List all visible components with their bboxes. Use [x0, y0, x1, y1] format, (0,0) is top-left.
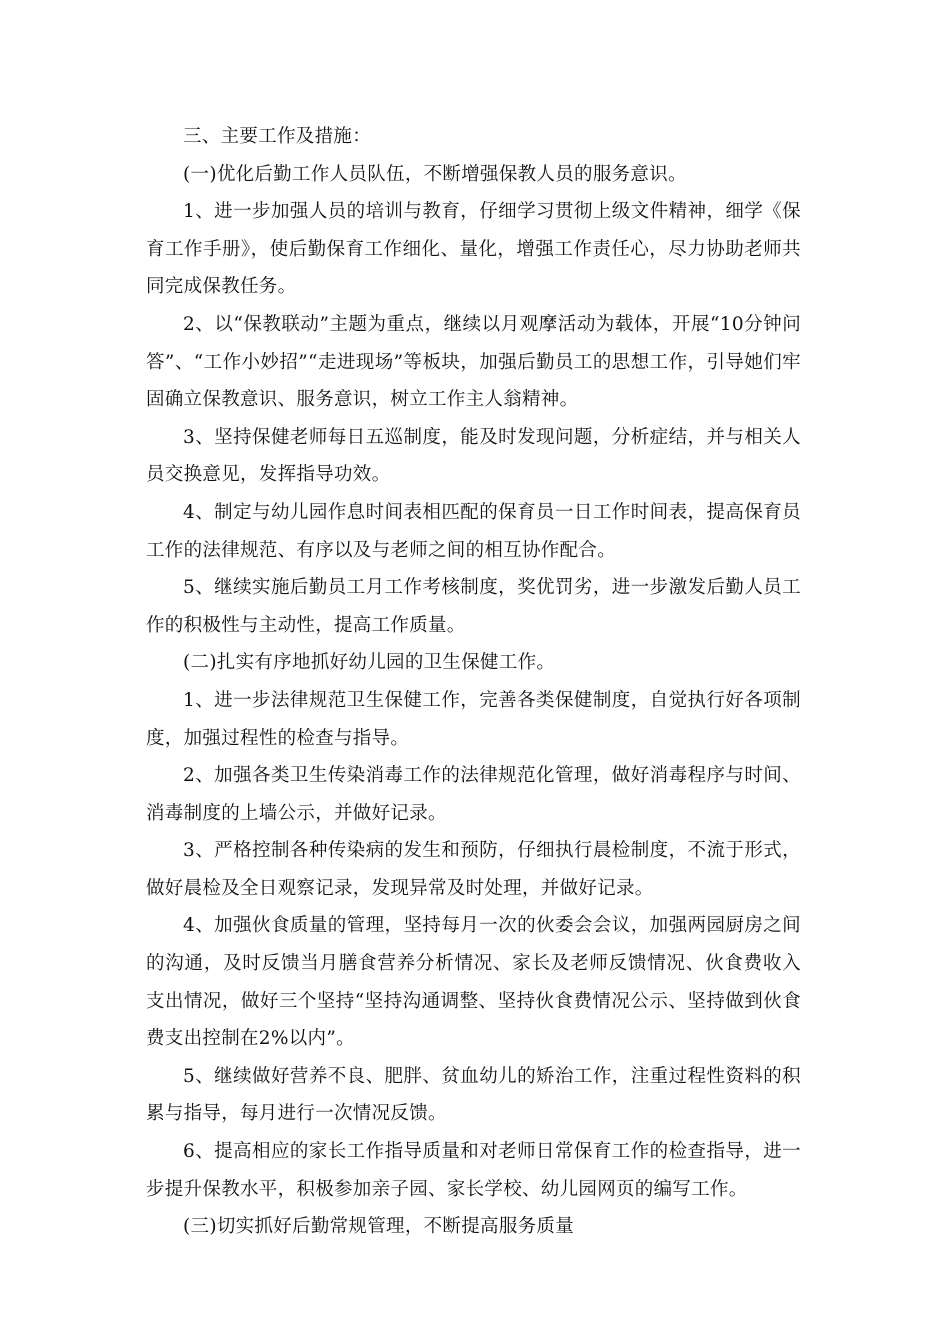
paragraph-2-4: 4、加强伙食质量的管理，坚持每月一次的伙委会会议，加强两园厨房之间的沟通，及时反馈当月膳食营养分析情况、家长及老师反馈情况、伙食费收入支出情况，做好三个坚持“坚持沟通调整、坚持伙食费情况公示、坚持做到伙食费支出控制在2%以内”。 — [146, 915, 801, 1050]
paragraph-2-2: 2、加强各类卫生传染消毒工作的法律规范化管理，做好消毒程序与时间、消毒制度的上墙公示，并做好记录。 — [146, 765, 801, 824]
paragraph-1-2: 2、以“保教联动”主题为重点，继续以月观摩活动为载体，开展“10分钟问答”、“工作小妙招”“走进现场”等板块，加强后勤员工的思想工作，引导她们牢固确立保教意识、服务意识，树立工作主人翁精神。 — [146, 313, 801, 411]
subsection-heading-1: (一)优化后勤工作人员队伍，不断增强保教人员的服务意识。 — [183, 163, 687, 185]
document-body — [146, 118, 801, 1246]
subsection-heading-2: (二)扎实有序地抓好幼儿园的卫生保健工作。 — [183, 652, 556, 674]
paragraph-1-4: 4、制定与幼儿园作息时间表相匹配的保育员一日工作时间表，提高保育员工作的法律规范、有序以及与老师之间的相互协作配合。 — [146, 501, 801, 561]
paragraph-2-6: 6、提高相应的家长工作指导质量和对老师日常保育工作的检查指导，进一步提升保教水平，积极参加亲子园、家长学校、幼儿园网页的编写工作。 — [146, 1141, 801, 1200]
paragraph-2-5: 5、继续做好营养不良、肥胖、贫血幼儿的矫治工作，注重过程性资料的积累与指导，每月进行一次情况反馈。 — [146, 1065, 801, 1125]
paragraph-1-1: 1、进一步加强人员的培训与教育，仔细学习贯彻上级文件精神，细学《保育工作手册》，使后勤保育工作细化、量化，增强工作责任心，尽力协助老师共同完成保教任务。 — [146, 201, 801, 298]
paragraph-2-1: 1、进一步法律规范卫生保健工作，完善各类保健制度，自觉执行好各项制度，加强过程性的检查与指导。 — [146, 689, 801, 749]
paragraph-1-3: 3、坚持保健老师每日五巡制度，能及时发现问题，分析症结，并与相关人员交换意见，发挥指导功效。 — [146, 426, 801, 486]
paragraph-1-5: 5、继续实施后勤员工月工作考核制度，奖优罚劣，进一步激发后勤人员工作的积极性与主动性，提高工作质量。 — [146, 577, 801, 636]
section-heading-main-work: 三、主要工作及措施： — [183, 126, 372, 147]
paragraph-2-3: 3、严格控制各种传染病的发生和预防，仔细执行晨检制度，不流于形式，做好晨检及全日观察记录，发现异常及时处理，并做好记录。 — [146, 840, 801, 899]
subsection-heading-3: (三)切实抓好后勤常规管理，不断提高服务质量 — [183, 1216, 575, 1238]
